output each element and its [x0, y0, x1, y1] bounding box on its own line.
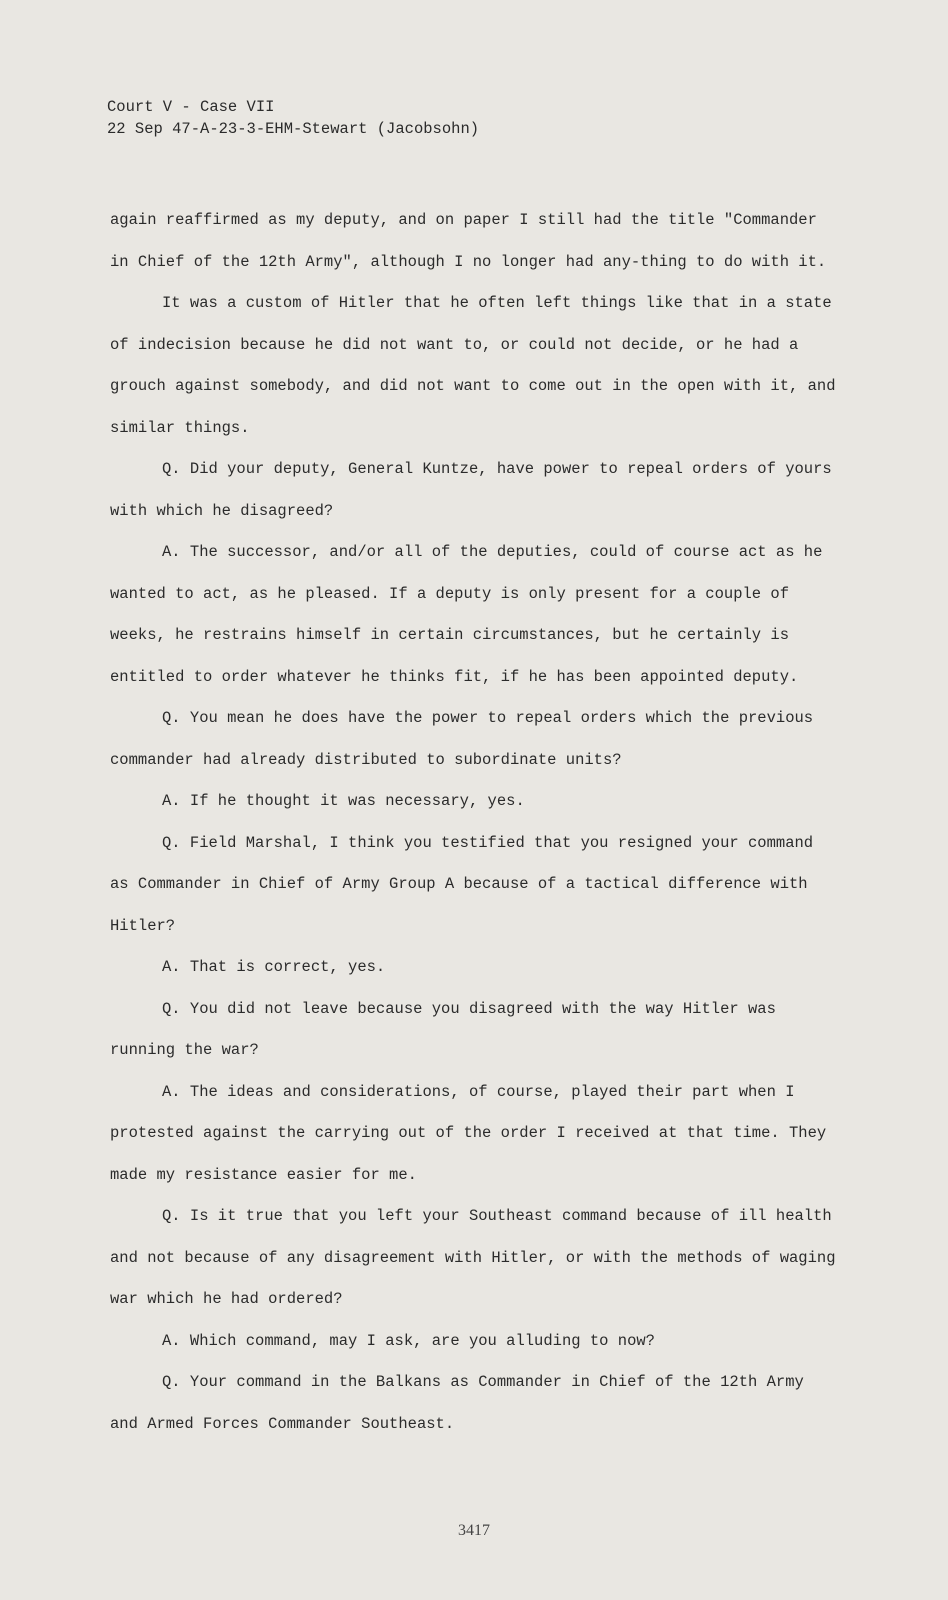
- answer-deputy-power: A. The successor, and/or all of the deputies, could of course act as he wanted to act, as he pleased. If a deputy is only present for a couple of weeks, he restrains himself in certain circumstances, but he certainly is entitled to order whatever he thinks fit, if he has been appointed deputy.: [110, 543, 823, 686]
- question-repeal-orders: Q. You mean he does have the power to repeal orders which the previous commander had already distributed to subordinate units?: [110, 709, 814, 769]
- question-disagreement: Q. You did not leave because you disagreed with the way Hitler was running the war?: [110, 999, 776, 1059]
- question-resignation: Q. Field Marshal, I think you testified that you resigned your command as Commander in Chief of Army Group A because of a tactical difference with Hitler?: [110, 833, 814, 935]
- document-header: [107, 96, 479, 140]
- answer-disagreement: A. The ideas and considerations, of course, played their part when I protested against the carrying out of the order I received at that time. They made my resistance easier for me.: [110, 1082, 827, 1184]
- answer-repeal-orders: A. If he thought it was necessary, yes.: [162, 792, 525, 810]
- answer-which-command: A. Which command, may I ask, are you alluding to now?: [162, 1331, 655, 1350]
- paragraph-continuation: again reaffirmed as my deputy, and on paper I still had the title "Commander in Chief of the 12th Army", although I no longer had any-thing to do with it.: [110, 211, 827, 271]
- paragraph-hitler-custom: It was a custom of Hitler that he often left things like that in a state of indecision because he did not want to, or could not decide, or he had a grouch against somebody, and did not want to come out in the open with it, and similar things.: [110, 294, 836, 437]
- reference-line: 22 Sep 47-A-23-3-EHM-Stewart (Jacobsohn): [107, 120, 480, 138]
- answer-resignation: A. That is correct, yes.: [162, 958, 386, 976]
- question-ill-health: Q. Is it true that you left your Southeast command because of ill health and not because of any disagreement with Hitler, or with the methods of waging war which he had ordered?: [110, 1207, 836, 1308]
- question-balkans-command: Q. Your command in the Balkans as Commander in Chief of the 12th Army and Armed Forces Commander Southeast.: [110, 1373, 804, 1433]
- transcript-body: [110, 200, 840, 1445]
- court-case-line: Court V - Case VII: [107, 98, 275, 116]
- question-deputy-power: Q. Did your deputy, General Kuntze, have power to repeal orders of yours with which he disagreed?: [110, 460, 832, 520]
- page-number: 3417: [458, 1522, 490, 1539]
